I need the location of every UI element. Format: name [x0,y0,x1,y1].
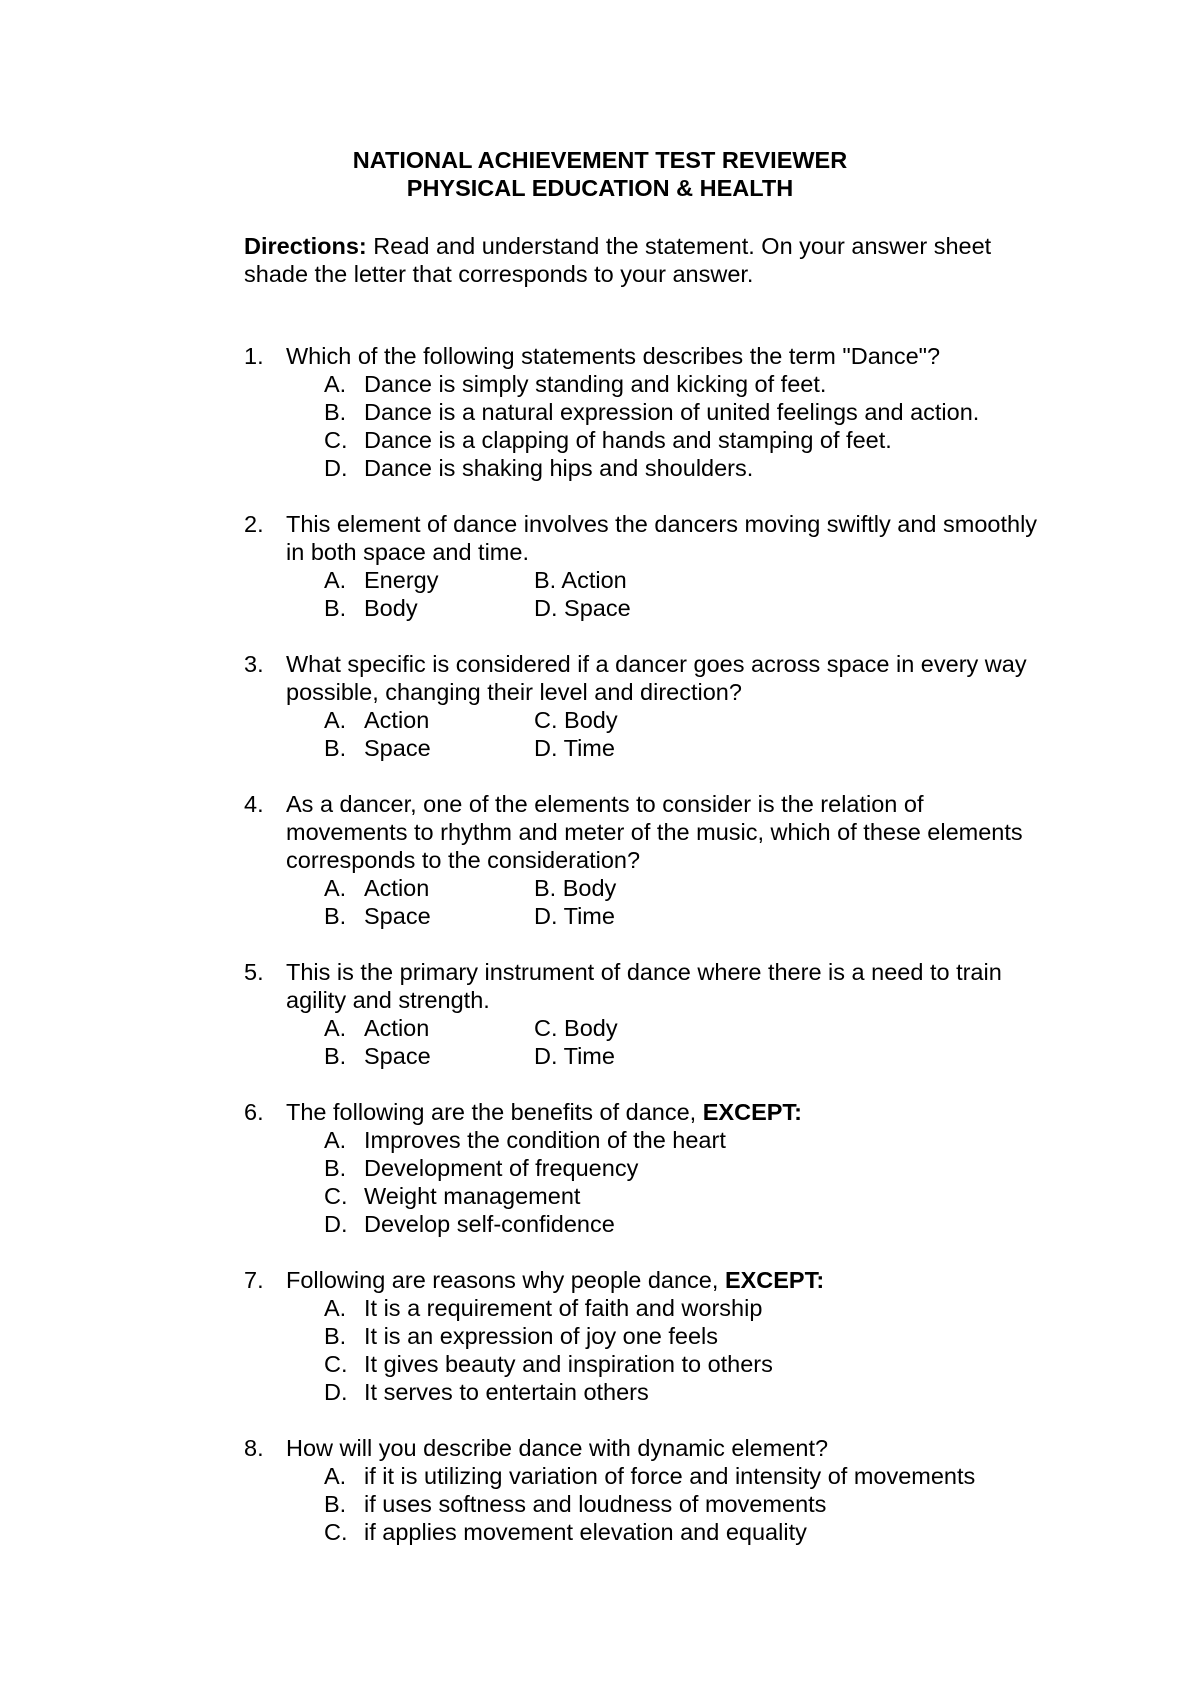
option [244,1350,1044,1378]
question-6 [244,1098,1044,1238]
option [244,1210,1044,1238]
option [244,1490,1044,1518]
option [244,1378,1044,1406]
question-number: 4. [244,791,264,817]
option [244,370,1044,398]
question-text: Following are reasons why people dance, [286,1267,725,1293]
option-letter: C. [324,1519,348,1545]
question-5 [244,958,1044,1070]
question-text: This element of dance involves the dancers moving swiftly and smoothly in both space and time. [286,511,1038,565]
option-letter: D. [324,1211,348,1237]
option-letter: B. [324,399,347,425]
option-text: Dance is simply standing and kicking of feet. [364,371,827,397]
question-emphasis: EXCEPT: [702,1099,802,1125]
option-text: Improves the condition of the heart [364,1127,726,1153]
option [244,454,1044,482]
question-text: Which of the following statements describes the term "Dance"? [286,343,941,369]
title-line-1: NATIONAL ACHIEVEMENT TEST REVIEWER [352,147,848,173]
option-letter: A. [324,371,347,397]
option-text: Space [364,1043,431,1069]
question-8 [244,1434,1044,1546]
option-right: B. Action [534,567,627,593]
directions-label: Directions: [244,233,367,259]
option [244,1462,1044,1490]
option-row [244,1014,1044,1042]
option-letter: A. [324,1015,347,1041]
option-letter: B. [324,903,347,929]
option-right: D. Time [534,1043,615,1069]
question-number: 7. [244,1267,264,1293]
option [244,1518,1044,1546]
question-1 [244,342,1044,482]
option-text: Dance is a natural expression of united feelings and action. [364,399,980,425]
option-text: Weight management [364,1183,581,1209]
question-text: How will you describe dance with dynamic element? [286,1435,829,1461]
option-text: Body [364,595,418,621]
option-letter: A. [324,707,347,733]
option-letter: A. [324,567,347,593]
question-text: What specific is considered if a dancer goes across space in every way possible, changing their level and direction? [286,651,1027,705]
option-text: Action [364,875,430,901]
option-text: It is a requirement of faith and worship [364,1295,763,1321]
question-number: 8. [244,1435,264,1461]
option [244,1294,1044,1322]
question-2 [244,510,1044,622]
question-emphasis: EXCEPT: [724,1267,825,1293]
option-letter: C. [324,1351,348,1377]
option-right: D. Time [534,903,615,929]
question-number: 3. [244,651,264,677]
question-7 [244,1266,1044,1406]
directions [244,232,1034,288]
option-text: It is an expression of joy one feels [364,1323,719,1349]
option-text: Space [364,903,431,929]
option-text: if it is utilizing variation of force and intensity of movements [364,1463,976,1489]
question-text: This is the primary instrument of dance where there is a need to train agility and strength. [286,959,1002,1013]
option-text: Energy [364,567,439,593]
option-text: Dance is a clapping of hands and stamping of feet. [364,427,892,453]
question-number: 2. [244,511,264,537]
option-letter: C. [324,1183,348,1209]
option-text: It serves to entertain others [364,1379,649,1405]
option-row [244,874,1044,902]
question-number: 6. [244,1099,264,1125]
option-text: It gives beauty and inspiration to others [364,1351,773,1377]
option [244,1182,1044,1210]
option [244,1322,1044,1350]
option-letter: A. [324,1295,347,1321]
option-text: Space [364,735,431,761]
question-number: 5. [244,959,264,985]
question-text: The following are the benefits of dance, [286,1099,703,1125]
option-text: Dance is shaking hips and shoulders. [364,455,754,481]
option-letter: A. [324,1127,347,1153]
option-right: C. Body [534,707,618,733]
option-letter: C. [324,427,348,453]
option-text: if applies movement elevation and equality [364,1519,807,1545]
directions-text: Read and understand the statement. On your answer sheet shade the letter that corresponds to your answer. [244,233,992,287]
option [244,398,1044,426]
option-text: Action [364,707,430,733]
option-right: D. Time [534,735,615,761]
option [244,426,1044,454]
option-text: Action [364,1015,430,1041]
option-letter: B. [324,1491,347,1517]
option-right: B. Body [534,875,617,901]
option-letter: B. [324,735,347,761]
option-row [244,1042,1044,1070]
option-text: if uses softness and loudness of movements [364,1491,827,1517]
option-letter: B. [324,1043,347,1069]
option-text: Development of frequency [364,1155,639,1181]
option-right: D. Space [534,595,631,621]
question-text: As a dancer, one of the elements to consider is the relation of movements to rhythm and meter of the music, which of these elements corresponds to the consideration? [286,791,1023,873]
option-row [244,566,1044,594]
option-row [244,734,1044,762]
option-letter: A. [324,875,347,901]
option-letter: D. [324,1379,348,1405]
question-3 [244,650,1044,762]
option-row [244,706,1044,734]
option-letter: B. [324,1155,347,1181]
question-number: 1. [244,343,264,369]
question-4 [244,790,1044,930]
option-right: C. Body [534,1015,618,1041]
document-title [0,146,1200,202]
option-text: Develop self-confidence [364,1211,615,1237]
option-letter: B. [324,595,347,621]
option-row [244,594,1044,622]
title-line-2: PHYSICAL EDUCATION & HEALTH [406,175,794,201]
option [244,1154,1044,1182]
option [244,1126,1044,1154]
option-letter: B. [324,1323,347,1349]
option-letter: A. [324,1463,347,1489]
option-letter: D. [324,455,348,481]
option-row [244,902,1044,930]
